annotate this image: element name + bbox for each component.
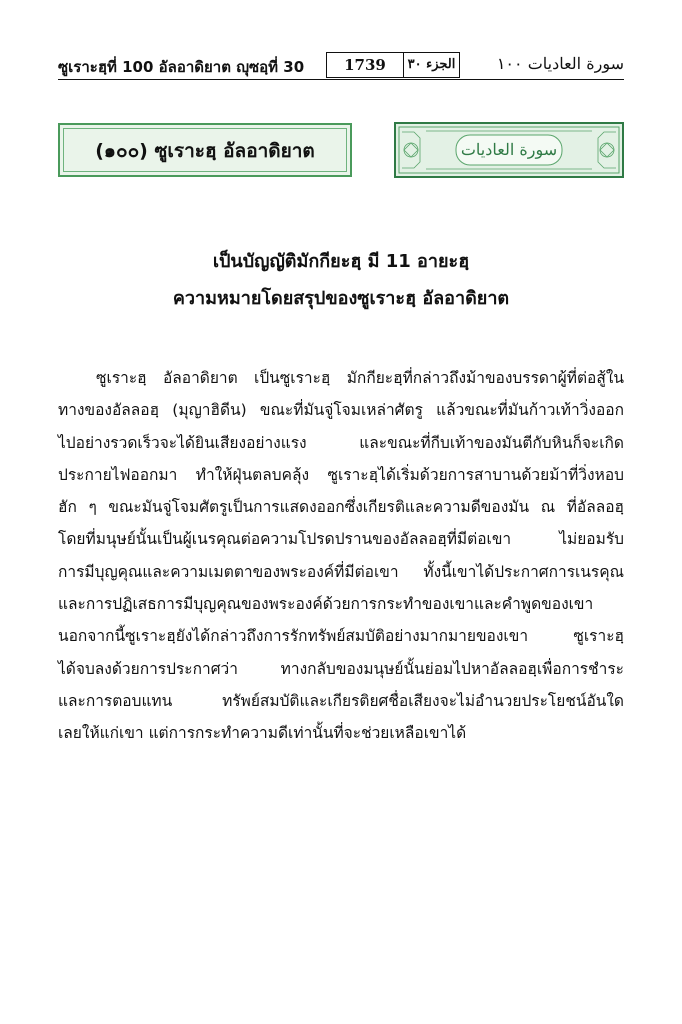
paragraph-line: ฮัก ๆ ขณะมันจู่โจมศัตรูเป็นการแสดงออกซึ่งเกียรติและความดีของมัน ณ ที่อัลลอฮฺ <box>58 498 624 517</box>
summary-heading: ความหมายโดยสรุปของซูเราะฮฺ อัลอาดิยาต <box>172 288 510 309</box>
paragraph-line: ประกายไฟออกมา ทำให้ฝุ่นตลบคลุ้ง ซูเราะฮฺได้เริ่มด้วยการสาบานด้วยม้าที่วิ่งหอบ <box>58 465 624 484</box>
paragraph-line: นอกจากนี้ซูเราะฮฺยังได้กล่าวถึงการรักทรัพย์สมบัติอย่างมากมายของเขา ซูเราะฮฺ <box>58 627 624 646</box>
paragraph-line: และการปฏิเสธการมีบุญคุณของพระองค์ด้วยการกระทำของเขาและคำพูดของเขา <box>58 595 594 614</box>
paragraph-line: และการตอบแทน ทรัพย์สมบัติและเกียรติยศชื่อเสียงจะไม่อำนวยประโยชน์อันใด <box>58 691 624 710</box>
paragraph-line: ซูเราะฮฺ อัลอาดิยาต เป็นซูเราะฮฺ มักกียะฮฺที่กล่าวถึงม้าของบรรดาผู้ที่ต่อสู้ใน <box>96 369 624 387</box>
header-juz-arabic: الجزء ٣٠ <box>407 57 456 72</box>
paragraph-line: การมีบุญคุณและความเมตตาของพระองค์ที่มีต่อเขา ทั้งนี้เขาได้ประกาศการเนรคุณ <box>58 562 624 581</box>
header-page-box <box>326 52 460 78</box>
page-number: 1739 <box>327 53 404 77</box>
surah-title-frame <box>58 123 352 177</box>
header-rule <box>58 79 624 80</box>
page-header <box>58 52 624 80</box>
header-surah-thai: ซูเราะฮฺที่ 100 อัลอาดิยาต ญุซอฺที่ 30 <box>58 58 305 76</box>
ornament-arabic-title: سورة العاديات <box>460 140 558 159</box>
surah-title: (๑๐๐) ซูเราะฮฺ อัลอาดิยาต <box>63 128 347 172</box>
header-surah-arabic: سورة العاديات ١٠٠ <box>496 54 624 73</box>
paragraph-line: โดยที่มนุษย์นั้นเป็นผู้เนรคุณต่อความโปรดปรานของอัลลอฮฺที่มีต่อเขา ไม่ยอมรับ <box>58 530 624 549</box>
paragraph-line: ได้จบลงด้วยการประกาศว่า ทางกลับของมนุษย์นั้นย่อมไปหาอัลลอฮฺเพื่อการชำระ <box>58 659 624 678</box>
revelation-heading: เป็นบัญญัติมักกียะฮฺ มี 11 อายะฮฺ <box>212 251 470 272</box>
summary-paragraph <box>58 362 624 750</box>
surah-ornament <box>394 122 624 178</box>
paragraph-line: ทางของอัลลอฮฺ (มุญาฮิดีน) ขณะที่มันจู่โจมเหล่าศัตรู แล้วขณะที่มันก้าวเท้าวิ่งออก <box>58 401 624 420</box>
paragraph-line: ไปอย่างรวดเร็วจะได้ยินเสียงอย่างแรง และขณะที่กีบเท้าของมันตีกับหินก็จะเกิด <box>58 433 624 452</box>
paragraph-line: เลยให้แก่เขา แต่การกระทำความดีเท่านั้นที่จะช่วยเหลือเขาได้ <box>58 724 467 743</box>
